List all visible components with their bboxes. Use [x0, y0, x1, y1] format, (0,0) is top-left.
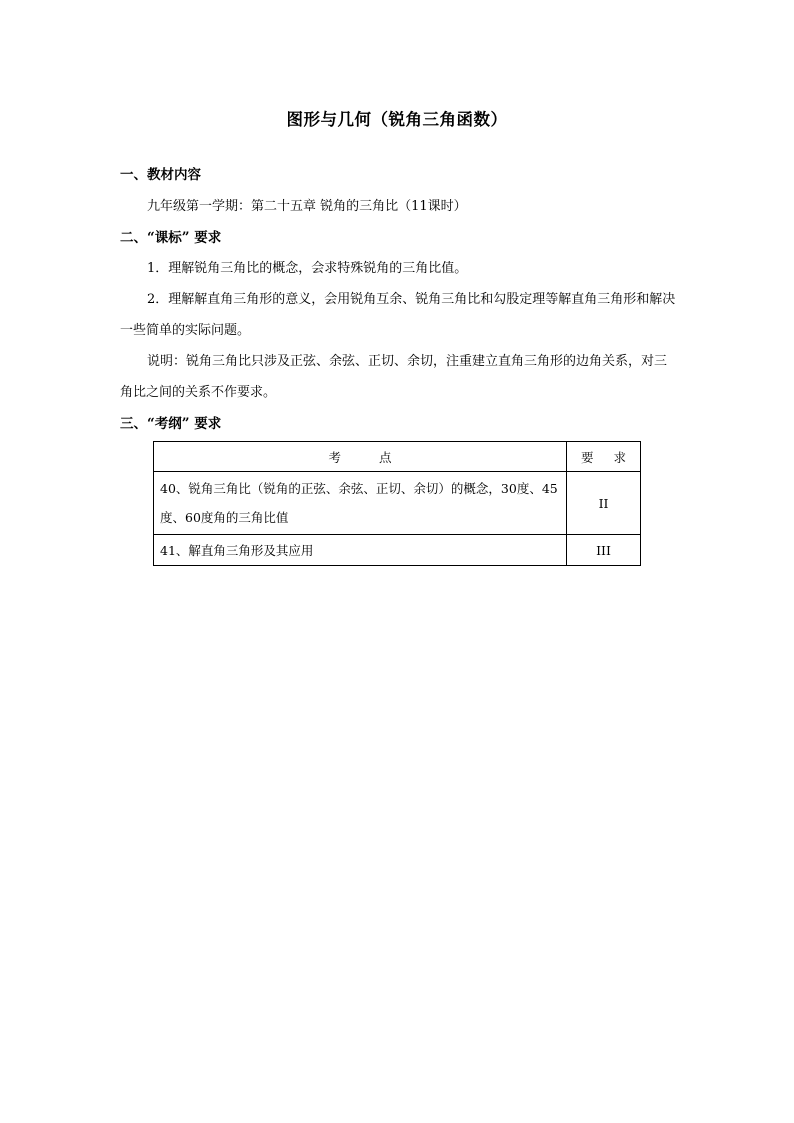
header-requirement-char-1: 要 — [580, 449, 594, 465]
section-heading-curriculum: 二、“课标” 要求 — [120, 230, 222, 246]
table-header-row — [154, 442, 641, 472]
requirement-level-cell: II — [567, 472, 641, 535]
curriculum-item-2: 2．理解解直角三角形的意义，会用锐角互余、锐角三角比和勾股定理等解直角三角形和解决一些简单的实际问题。 — [120, 292, 676, 338]
header-exam-point — [154, 442, 567, 472]
header-exam-point-char-2: 点 — [379, 449, 392, 465]
exam-point-cell: 40、锐角三角比（锐角的正弦、余弦、正切、余切）的概念，30度、45度、60度角的三角比值 — [154, 472, 567, 535]
header-requirement — [567, 442, 641, 472]
table-row — [154, 535, 641, 566]
document-title: 图形与几何（锐角三角函数） — [286, 110, 508, 129]
curriculum-item-1: 1．理解锐角三角比的概念，会求特殊锐角的三角比值。 — [147, 261, 468, 276]
requirement-level-cell: III — [567, 535, 641, 566]
curriculum-note: 说明：锐角三角比只涉及正弦、余弦、正切、余切，注重建立直角三角形的边角关系，对三角比之间的关系不作要求。 — [120, 354, 668, 400]
header-exam-point-char-1: 考 — [328, 449, 341, 465]
table-row — [154, 472, 641, 535]
exam-requirements-table — [153, 441, 641, 566]
textbook-content-line: 九年级第一学期：第二十五章 锐角的三角比（11课时） — [147, 199, 467, 214]
header-requirement-char-2: 求 — [613, 449, 627, 465]
section-heading-textbook: 一、教材内容 — [120, 167, 201, 183]
section-heading-exam: 三、“考纲” 要求 — [120, 416, 222, 432]
exam-point-cell: 41、解直角三角形及其应用 — [154, 535, 567, 566]
